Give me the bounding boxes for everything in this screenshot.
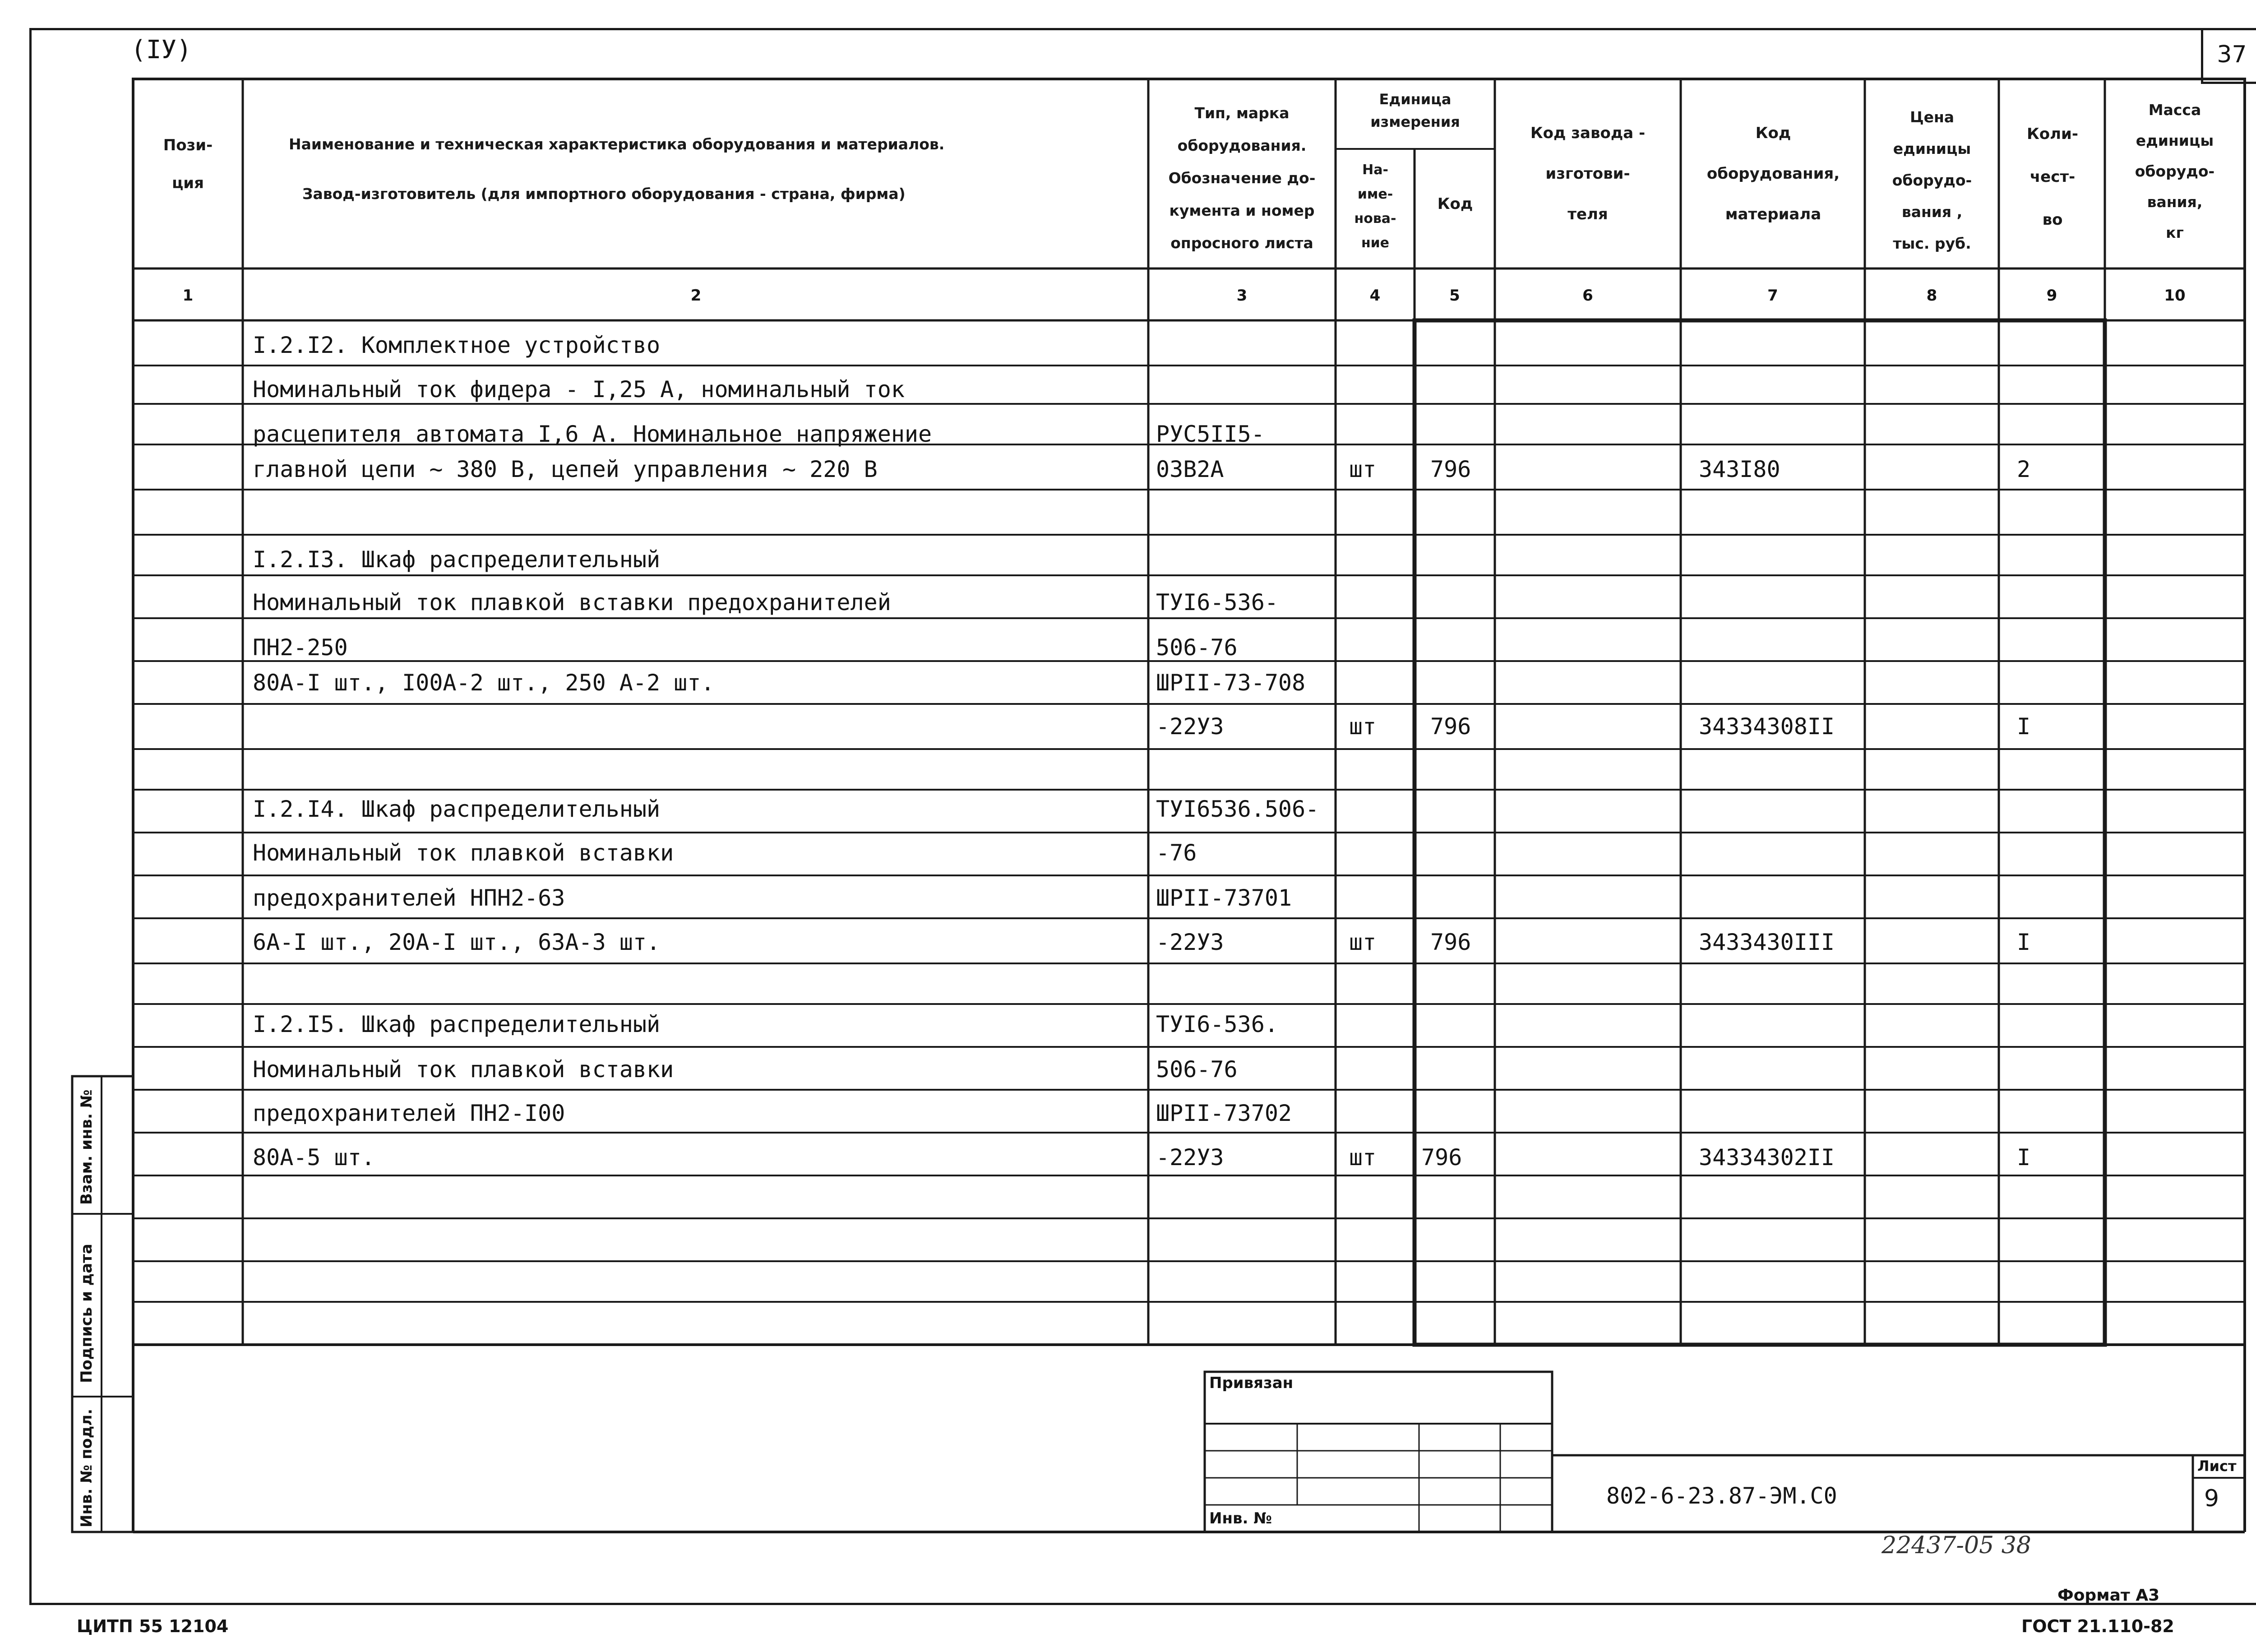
row-type: ТУI6-536. bbox=[1156, 1011, 1278, 1037]
header-factory-code: Код завода - изготови- теля bbox=[1530, 124, 1646, 223]
row-code: 796 bbox=[1421, 1144, 1462, 1171]
header-type: Тип, марка оборудования. Обозначение до- кумента и номер опросного листа bbox=[1168, 104, 1316, 252]
row-equipment-code: 34334308II bbox=[1699, 713, 1835, 740]
row-type: ШРII-73701 bbox=[1156, 885, 1292, 911]
row-name: I.2.I4. Шкаф распределительный bbox=[253, 796, 661, 822]
column-number: 7 bbox=[1767, 287, 1778, 305]
column-number: 5 bbox=[1449, 287, 1460, 305]
column-number: 4 bbox=[1369, 287, 1381, 305]
footer-left: ЦИТП 55 12104 bbox=[77, 1616, 229, 1636]
row-name: I.2.I5. Шкаф распределительный bbox=[253, 1011, 661, 1037]
handwritten-number: 22437-05 38 bbox=[1882, 1532, 2031, 1559]
column-number: 10 bbox=[2164, 287, 2186, 305]
row-quantity: I bbox=[2017, 929, 2031, 955]
header-unit-code: Код bbox=[1437, 195, 1473, 213]
sheet-label: Лист bbox=[2197, 1458, 2237, 1475]
column-number: 3 bbox=[1236, 287, 1248, 305]
column-number: 2 bbox=[690, 287, 702, 305]
row-name: Номинальный ток плавкой вставки предохранителей bbox=[253, 589, 891, 615]
side-stamp-replaced-inv: Взам. инв. № bbox=[78, 1089, 96, 1205]
stamp-privyazan: Привязан bbox=[1209, 1374, 1294, 1392]
row-type: 506-76 bbox=[1156, 634, 1238, 661]
header-unit-group: Единица измерения bbox=[1370, 91, 1460, 130]
header-price: Цена единицы оборудо- вания , тыс. руб. bbox=[1892, 108, 1972, 252]
footer-format: Формат А3 bbox=[2057, 1586, 2160, 1605]
row-type: ШРII-73702 bbox=[1156, 1100, 1292, 1126]
row-name: главной цепи ~ 380 В, цепей управления ~ 220 В bbox=[253, 456, 878, 482]
row-type: РУС5II5- bbox=[1156, 421, 1265, 447]
row-equipment-code: 34334302II bbox=[1699, 1144, 1835, 1171]
row-type: -22У3 bbox=[1156, 713, 1224, 740]
row-name: 80А-I шт., I00А-2 шт., 250 А-2 шт. bbox=[253, 670, 715, 696]
row-code: 796 bbox=[1430, 929, 1471, 955]
header-position: Пози- ция bbox=[163, 136, 213, 192]
row-quantity: 2 bbox=[2017, 456, 2031, 482]
row-name: Номинальный ток плавкой вставки bbox=[253, 1056, 674, 1083]
row-type: -22У3 bbox=[1156, 1144, 1224, 1171]
row-equipment-code: 343I80 bbox=[1699, 456, 1780, 482]
row-name: Номинальный ток плавкой вставки bbox=[253, 840, 674, 866]
header-unit-name: На- име- нова- ние bbox=[1354, 162, 1396, 251]
row-unit: шт bbox=[1349, 713, 1377, 740]
corner-label: (IУ) bbox=[131, 35, 192, 65]
row-name: I.2.I3. Шкаф распределительный bbox=[253, 546, 661, 573]
side-stamp-signature-date: Подпись и дата bbox=[78, 1244, 96, 1383]
row-type: -22У3 bbox=[1156, 929, 1224, 955]
row-name: 6А-I шт., 20А-I шт., 63А-3 шт. bbox=[253, 929, 661, 955]
header-mass: Масса единицы оборудо- вания, кг bbox=[2135, 101, 2215, 241]
row-quantity: I bbox=[2017, 1144, 2031, 1171]
row-type: ТУI6-536- bbox=[1156, 589, 1278, 615]
page-number: 37 bbox=[2217, 41, 2247, 68]
row-code: 796 bbox=[1430, 456, 1471, 482]
row-name: 80А-5 шт. bbox=[253, 1144, 375, 1171]
row-type: ТУI6536.506- bbox=[1156, 796, 1319, 822]
row-type: ШРII-73-708 bbox=[1156, 670, 1306, 696]
document-designation: 802-6-23.87-ЭМ.С0 bbox=[1606, 1483, 1837, 1509]
row-unit: шт bbox=[1349, 456, 1377, 482]
row-code: 796 bbox=[1430, 713, 1471, 740]
row-unit: шт bbox=[1349, 1144, 1377, 1171]
column-number: 8 bbox=[1926, 287, 1937, 305]
row-name: предохранителей НПН2-63 bbox=[253, 885, 565, 911]
row-name: расцепителя автомата I,6 А. Номинальное напряжение bbox=[253, 421, 932, 447]
row-type: 03В2А bbox=[1156, 456, 1224, 482]
row-unit: шт bbox=[1349, 929, 1377, 955]
header-quantity: Коли- чест- во bbox=[2027, 125, 2078, 229]
row-name: ПН2-250 bbox=[253, 634, 348, 661]
sheet-value: 9 bbox=[2204, 1485, 2219, 1512]
row-name: Номинальный ток фидера - I,25 А, номинальный ток bbox=[253, 376, 905, 403]
row-quantity: I bbox=[2017, 713, 2031, 740]
stamp-inv-no: Инв. № bbox=[1209, 1509, 1272, 1527]
column-number: 1 bbox=[182, 287, 194, 305]
row-type: -76 bbox=[1156, 840, 1197, 866]
column-number: 9 bbox=[2046, 287, 2057, 305]
column-number: 6 bbox=[1582, 287, 1593, 305]
row-type: 506-76 bbox=[1156, 1056, 1238, 1083]
side-stamp-original-inv: Инв. № подл. bbox=[78, 1408, 96, 1527]
row-equipment-code: 3433430III bbox=[1699, 929, 1835, 955]
footer-gost: ГОСТ 21.110-82 bbox=[2021, 1616, 2174, 1636]
row-name: предохранителей ПН2-I00 bbox=[253, 1100, 565, 1126]
row-name: I.2.I2. Комплектное устройство bbox=[253, 332, 661, 358]
header-name: Наименование и техническая характеристика оборудования и материалов. Завод-изготовитель (для импортного оборудования - страна, фирма) bbox=[289, 135, 945, 203]
header-equipment-code: Код оборудования, материала bbox=[1706, 124, 1840, 223]
